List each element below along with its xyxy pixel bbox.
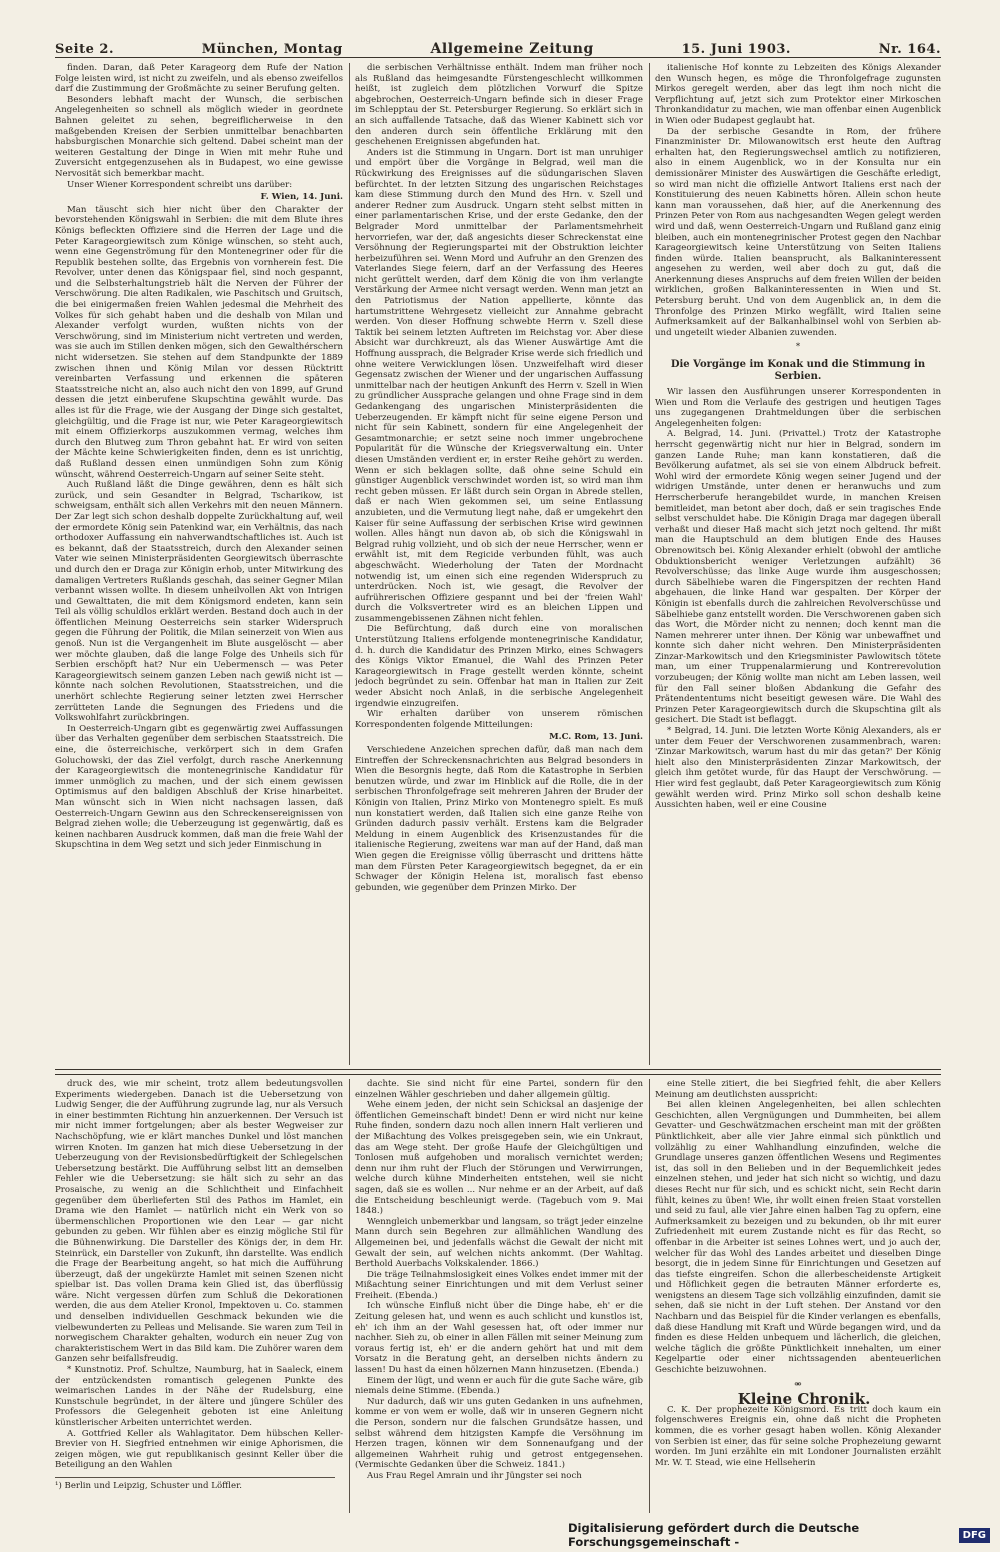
upper-column-3: [655, 63, 941, 1065]
footer-text: Digitalisierung gefördert durch die Deutsche Forschungsgemeinschaft -: [568, 1521, 860, 1549]
section-star: *: [795, 342, 801, 353]
dfg-logo-icon: DFG: [959, 1528, 990, 1543]
column-rule: [349, 63, 350, 1065]
newspaper-page: [55, 35, 941, 1515]
paragraph: In Oesterreich-Ungarn gibt es gegenwärtig zwei Auffassungen über das Verhalten gegenüber dem serbischen Staatsstreich. Die eine, die österreichische, verkörpert sich in dem Grafen Goluchowski, der das Ziel verfolgt, durch rasche Anerkennung der Karageorgiewitsch die montenegrinische Kandidatur für immer unmöglich zu machen, und der sich einem gewissen Optimismus auf den baldigen Abschluß der Krise hinarbeitet. Man wünscht sich in Wien nicht nachsagen lassen, daß Oesterreich-Ungarn Gewinn aus den Schreckensereignissen von Belgrad ziehen wolle; die Ueberzeugung ist gegenwärtig, daß es keinen nachbaren Ausdruck kommen, daß man die freie Wahl der Skupschtina in dem Weg setzt und sich jeder Einmischung in: [55, 723, 343, 851]
lower-column-3: [655, 1079, 941, 1515]
paragraph: A. Belgrad, 14. Juni. (Privattel.) Trotz der Katastrophe herrscht gegenwärtig nicht nur hier in Belgrad, sondern im ganzen Lande Ruhe; man kann konstatieren, daß die Bevölkerung aufatmet, als sei sie von einem Albdruck befreit. Wohl wird der ermordete König wegen seiner Jugend und der widrigen Umstände, unter denen er heranwuchs und zum Herrscherberufe herangebildet wurde, in manchen Kreisen bemitleidet, man betont aber doch, daß er sein tragisches Ende selbst verschuldet habe. Die Königin Draga mar dagegen überall verhaßt und dieser Haß macht sich jetzt noch geltend. Ihr mißt man die Hauptschuld an dem blutigen Ende des Hauses Obrenowitsch bei. König Alexander erhielt (obwohl der amtliche Obduktionsbericht weniger Verletzungen aufzählt) 36 Revolverschüsse; das linke Auge wurde ihm ausgeschossen; durch Säbelhiebe waren die Fingerspitzen der rechten Hand abgehauen, die linke Hand war gespalten. Der Körper der Königin ist ebenfalls durch die zahlreichen Revolverschüsse und Säbelhiebe ganz entstellt worden. Die Verschworenen gaben sich das Wort, die Mörder nicht zu nennen; doch kennt man die Namen mehrerer unter ihnen. Der König war unbewaffnet und konnte sich daher nicht wehren. Den Ministerpräsidenten Zinzar-Markowitsch und den Kriegsminister Pawlowitsch tötete man, um einer Truppenalarmierung und Kontrerevolution vorzubeugen; der König wollte man nicht am Leben lassen, weil für den Fall seiner bloßen Abdankung die Gefahr des Prätendententums nicht beseitigt gewesen wäre. Die Wahl des Prinzen Peter Karageorgiewitsch durch die Skupschtina gilt als gesichert. Die Stadt ist beflaggt.: [655, 429, 941, 726]
quote: Nur dadurch, daß wir uns guten Gedanken in uns aufnehmen, komme er von wem er wolle, daß wir in unseren Gegnern nicht die Person, sondern nur die falschen Grundsätze hassen, und selbst während dem hitzigsten Kampfe die Versöhnung im Herzen tragen, können wir dem Sonnenaufgang und der allgemeinen Wahrheit ruhig und getrost entgegensehen. (Vermischte Gedanken über die Schweiz. 1841.): [355, 1396, 643, 1471]
paragraph: A. Gottfried Keller als Wahlagitator. Dem hübschen Keller-Brevier von H. Siegfried entnehmen wir einige Aphorismen, die zeigen mögen, wie gut republikanisch gesinnt Keller über die Beteiligung an den Wahlen: [55, 1428, 343, 1471]
paragraph: Auch Rußland läßt die Dinge gewähren, denn es hält sich zurück, und sein Gesandter in Belgrad, Tscharikow, ist schweigsam, enthält sich allen Verkehrs mit den neuen Männern. Der Zar legt sich schon deshalb doppelte Zurückhaltung auf, weil der ermordete König sein Patenkind war, ein Verhältnis, das nach orthodoxer Auffassung ein nahverwandtschaftliches ist. Auch ist es bekannt, daß der Staatsstreich, durch den Alexander seinen Vater wie seinen Ministerpräsidenten Georgiewitsch überraschte und durch den er Draga zur Königin erhob, unter Mitwirkung des damaligen Vertreters Rußlands geschah, das seiner Gegner Milan verbannt wissen wollte. In diesem unheilvollen Akt von Intrigen und Gewalttaten, die mit dem Königsmord endeten, kann sein Teil als völlig schuldlos erklärt werden. Bestand doch auch in der öffentlichen Meinung Oesterreichs sein starker Widerspruch gegen die Führung der Politik, die Milan seinerzeit von Wien aus genoß. Nun ist die Vergangenheit im Blute ausgelöscht — aber wer möchte glauben, daß die lange Folge des Unheils sich für Serbien erschöpft hat? Nur ein Uebermensch — was Peter Karageorgiewitsch seinem ganzen Leben nach gewiß nicht ist — könnte nach solchen Revolutionen, Staatsstreichen, und die unerhört schlechte Regierung seiner letzten zwei Herrscher zerrütteten Lande die Segnungen des Friedens und die Volkswohlfahrt zurückbringen.: [55, 480, 343, 724]
lower-column-2: [355, 1079, 643, 1515]
quote: Die träge Teilnahmslosigkeit eines Volkes endet immer mit der Mißachtung seiner Einrichtungen und mit dem Verlust seiner Freiheit. (Ebenda.): [355, 1269, 643, 1301]
dateline: M.C. Rom, 13. Juni.: [549, 732, 643, 743]
paragraph: * Kunstnotiz. Prof. Schultze, Naumburg, hat in Saaleck, einem der entzückendsten romantisch gelegenen Punkte des weimarischen Landes in der Nähe der Rudelsburg, eine Kunstschule begründet, in der ältere und jüngere Schüler des Professors die Gelegenheit geboten ist eine Anleitung künstlerischer Arbeiten unterrichtet werden.: [55, 1365, 343, 1428]
paragraph: Aus Frau Regel Amrain und ihr Jüngster sei noch: [367, 1470, 582, 1481]
quote: Wenngleich unbemerkbar und langsam, so trägt jeder einzelne Mann durch sein Begehren zur allmählichen Wandlung des Allgemeinen bei, und jedenfalls wächst die Gewalt der nicht mit Gewalt der sein, auf welchen nichts ankommt. (Der Wahltag. Berthold Auerbachs Volkskalender. 1866.): [355, 1216, 643, 1270]
section-ornament: ⚮: [794, 1379, 802, 1390]
paragraph: Wir erhalten darüber von unserem römischen Korrespondenten folgende Mitteilungen:: [355, 709, 643, 730]
column-rule: [649, 63, 650, 1065]
quote: Ich wünsche Einfluß nicht über die Dinge habe, eh' er die Zeitung gelesen hat, und wenn es auch schlicht und kunstlos ist, eh' ich ihm an der Wahl gesessen hat, oft oder immer nur nachher. Sieh zu, ob einer in allen Fällen mit seiner Meinung zum voraus fertig ist, eh' er die andern gehört hat und mit dem Vorsatz in die Beratung geht, an derselben nichts ändern zu lassen! Du hast da einen hölzernen Mann hinzusetzen. (Ebenda.): [355, 1301, 643, 1376]
paragraph: dachte. Sie sind nicht für eine Partei, sondern für den einzelnen Wähler geschrieben und daher allgemein gültig.: [355, 1079, 643, 1100]
paragraph: Anders ist die Stimmung in Ungarn. Dort ist man unruhiger und empört über die Vorgänge in Belgrad, weil man die Rückwirkung des Ereignisses auf die südungarischen Slaven befürchtet. In der letzten Sitzung des ungarischen Reichstages kam diese Stimmung durch den Mund des Hrn. v. Szell und anderer Redner zum Ausdruck. Ungarn steht selbst mitten in einer parlamentarischen Krise, und der erste Gedanke, den der Belgrader Mord unmittelbar der Parlamentsmehrheit hervorriefen, war der, daß angesichts dieser Schreckenstat eine Versöhnung der Regierungspartei mit der Obstruktion leichter herbeizuführen sei. Wenn Mord und Aufruhr an den Grenzen des Vaterlandes Siege feiern, darf an der Verfassung des Heeres nicht gerüttelt werden, darf dem König die von ihm verlangte Verstärkung der Armee nicht versagt werden. Wenn man jetzt an den Patriotismus der Nation appellierte, könnte das hartumstrittene Wehrgesetz vielleicht zur Annahme gebracht werden. Von dieser Hoffnung schwebte Herrn v. Szell diese Taktik bei seinem letzten Auftreten im Reichstag vor. Aber diese Absicht war durchkreuzt, als das Wiener Auswärtige Amt die Hoffnung aussprach, die Belgrader Krise werde sich friedlich und ohne weitere Verwicklungen lösen. Unzweifelhaft wird dieser Gegensatz zwischen der Wiener und der ungarischen Auffassung unmittelbar nach der heutigen Ankunft des Herrn v. Szell in Wien zu gründlicher Aussprache gelangen und ohne Frage sind in dem Gedankengang des ungarischen Ministerpräsidenten die Ueberzeugenden. Er kämpft nicht für seine eigene Person und nicht für sein Kabinett, sondern für eine Angelegenheit der Gesamtmonarchie; er setzt seine noch immer ungebrochene Popularität für die Wünsche der Kriegsverwaltung ein. Unter diesen Umständen verdient er, in erster Reihe gehört zu werden. Wenn er sich beklagen sollte, daß ohne seine Schuld ein günstiger Augenblick verschwindet worden ist, so wird man ihm recht geben müssen. Er läßt durch sein Organ in Abrede stellen, daß er nach Wien gekommen sei, um seine Entlassung anzubieten, und die Vermutung liegt nahe, daß er umgekehrt den Kaiser für seine Auffassung der serbischen Krise wird gewinnen wollen. Alles hängt nun davon ab, ob sich die Königswahl in Belgrad ruhig vollzieht, und ob sich der neue Herrscher, wenn er erwählt ist, mit dem Regicide verbunden fühlt, was auch abgeschwächt. Wiederholung der Taten der Mordnacht notwendig ist, um einen sich eine regenden Widerspruch zu unterdrücken. Noch ist, wie gesagt, die Revolver der aufrührerischen Offiziere gespannt und bei der 'freien Wahl' durch die Volksvertreter wird es an bleichen Lippen und zusammengebissenen Zähnen nicht fehlen.: [355, 147, 643, 624]
column-rule: [349, 1079, 350, 1513]
paragraph: eine Stelle zitiert, die bei Siegfried fehlt, die aber Kellers Meinung am deutlichsten ausspricht:: [655, 1079, 941, 1100]
digitization-footer: [568, 1518, 1000, 1552]
paragraph: Unser Wiener Korrespondent schreibt uns darüber:: [67, 179, 293, 190]
dateline: F. Wien, 14. Juni.: [260, 192, 343, 203]
place-and-day: München, Montag: [201, 42, 343, 57]
paragraph: druck des, wie mir scheint, trotz allem bedeutungsvollen Experiments wiedergeben. Danach ist die Uebersetzung von Ludwig Senger, die der Aufführung zugrunde lag, nur als Versuch in einer bestimmten Richtung hin anzuerkennen. Der Versuch ist mir nicht immer fortgelungen; aber als bester Wegweiser zur Nachschöpfung, wie er klärt manches Dunkel und löst manchen wirren Knoten. Im ganzen hat mich diese Uebersetzung in der Ueberzeugung von der Revisionsbedürftigkeit der Schlegelschen Uebersetzung bestärkt. Die Aufführung selbst litt an demselben Fehler wie die Uebersetzung: sie hält sich zu sehr an das Prosaische, zu wenig an die Schlichtheit und Einfachheit gegenüber dem überlieferten Stil des Pathos im Hamlet, ein Drama wie den Hamlet — natürlich nicht ein Werk von so übermenschlichen Proportionen wie den Lear — gar nicht gebunden zu geben. Wir fühlen aber es einzig mögliche Stil für die Bühnenwirkung. Die Darsteller des Königs der, in dem Hr. Steinrück, ein Darsteller von Zukunft, ihn darstellte. Was endlich die Frage der Bearbeitung angeht, so hat mich die Aufführung überzeugt, daß der ungekürzte Hamlet mit seinen Szenen nicht spielbar ist. Das vollen Drama kein Glied ist, das überflüssig wäre. Nicht vergessen dürfen zum Schluß die Dekorationen werden, die aus dem Atelier Kronol, Impektoven u. Co. stammen und denselben individuellen Geschmack bekunden wie die vielbewunderten zu Pelleas und Melisande. Sie waren zum Teil in norwegischem Charakter gehalten, wodurch ein neuer Zug von charakteristischem Wert in das Bild kam. Die Zuhörer waren dem Ganzen sehr beifallsfreudig.: [55, 1079, 343, 1365]
column-rule: [649, 1079, 650, 1513]
paragraph: Man täuscht sich hier nicht über den Charakter der bevorstehenden Königswahl in Serbien: die mit dem Blute ihres Königs befleckten Offiziere sind die Herren der Lage und die Peter Karageorgiewitsch zum Könige wünschen, so steht auch, wenn eine Gegenströmung für den Montenegriner oder für die Republik bestehen sollte, das Ergebnis von vornherein fest. Die Revolver, unter denen das Königspaar fiel, sind noch gespannt, und die Selbsterhaltungstrieb hält die Nerven der Führer der Verschwörung. Die alten Radikalen, wie Paschitsch und Gruitsch, die bei einigermaßen freien Wahlen jedesmal die Mehrheit des Volkes für sich gehabt haben und die deshalb von Milan und Alexander verfolgt wurden, wußten nichts von der Verschwörung, sind im Ministerium nicht vertreten und werden, was sie auch im Stillen denken mögen, sich den Gewalthérschern nicht widersetzen. Sie stehen auf dem Standpunkte der 1889 zwischen ihnen und König Milan vor dessen Rücktritt vereinbarten Verfassung und erkennen die späteren Staatsstreiche nicht an, also auch nicht den von 1899, auf Grund dessen die jetzt einberufene Skupschtina gewählt wurde. Das alles ist für die Frage, wie der Ausgang der Dinge sich gestaltet, gleichgültig, und die Frage ist nur, wie Peter Karageorgiewitsch mit einem Offizierkorps auszukommen vermag, welches ihm durch den Blutweg zum Thron gebahnt hat. Er wird von seiten der Mächte keine Schwierigkeiten finden, denn es ist unrichtig, daß Rußland dessen einen unmündigen Sohn zum König wünscht, während Oesterreich-Ungarn auf seiner Seite steht.: [55, 204, 343, 480]
paragraph: Da der serbische Gesandte in Rom, der frühere Finanzminister Dr. Milowanowitsch erst heute den Auftrag erhalten hat, den Regierungswechsel amtlich zu notifizieren, also in einem Augenblick, wo in der Konsulta nur ein demissionärer Minister des Auswärtigen die Geschäfte erledigt, so wird man nicht die offizielle Antwort Italiens erst nach der Konstituierung des neuen Kabinetts hören. Allein schon heute kann man voraussehen, daß hier, auf die Anerkennung des Prinzen Peter von Rom aus nachgesandten Wegen gelegt werden wird und daß, wenn Oesterreich-Ungarn und Rußland ganz einig bleiben, auch ein montenegrinischer Protest gegen den Nachbar Karageorgiewitsch keine Unterstützung von Seiten Italiens finden würde. Italien beansprucht, als Balkaninteressent angesehen zu werden, weil aber doch zu gut, daß die Anerkennung dieses Anspruchs auf dem freien Willen der beiden wirklichen, großen Balkaninteressenten in Wien und St. Petersburg beruht. Und von dem Augenblick an, in dem die Thronfolge des Prinzen Mirko wegfällt, wird Italien seine Aufmerksamkeit auf der Balkanhalbinsel wohl von Serbien ab- und ungeteilt wieder Albanien zuwenden.: [655, 126, 941, 338]
paragraph: C. K. Der prophezeite Königsmord. Es tritt doch kaum ein folgenschweres Ereignis ein, ohne daß nicht die Propheten kommen, die es vorher gesagt haben wollen. König Alexander von Serbien ist einer, das für seine solche Prophezeiung gewarnt worden. Im Juni erzählte ein mit Londoner Journalisten erzählt Mr. W. T. Stead, wie eine Hellseherin: [655, 1404, 941, 1468]
paragraph: * Belgrad, 14. Juni. Die letzten Worte König Alexanders, als er unter dem Feuer der Verschworenen zusammenbrach, waren: 'Zinzar Markowitsch, warum hast du mir das getan?' Der König hielt also den Ministerpräsidenten Zinzar Markowitsch, der gleich ihm getötet wurde, für das Haupt der Verschwörung. — Hier wird fest geglaubt, daß Peter Karageorgiewitsch zum König gewählt werden wird. Prinz Mirko soll schon deshalb keine Aussichten haben, weil er eine Cousine: [655, 726, 941, 811]
feuilleton-separator: [55, 1069, 941, 1075]
quote: Bei allen kleinen Angelegenheiten, bei allen schlechten Geschichten, allen Vergnügungen und Dummheiten, bei allem Gevatter- und Geschwätzmachen erscheint man mit der größten Pünktlichkeit, aber alle vier Jahre einmal sich pünktlich und vollzählig zu einer Wahlhandlung einzufinden, welche die Grundlage unseres ganzen öffentlichen Wesens und Regimentes ist, das soll in den Belieben und in der Bequemlichkeit jedes einzelnen stehen, und jeder hat sich nicht so wichtig, und dazu dieses Recht nur für sich, und es schickt nicht, sein Recht darin fühlt, keines zu üben! Wie, ihr wollt einen freien Staat vorstellen und seid zu faul, alle vier Jahre einen halben Tag zu opfern, eine Aufmerksamkeit zu bezeigen und zu bekunden, ob ihr mit eurer Zufriedenheit mit eurem Zustande nicht es für das Recht, so offenbar in die Arbeiter ist seines Lohnes wert, und jo auch der, welcher für das Wohl des Landes arbeitet und dieselben Dinge besorgt, die in jedem Sinne für Einrichtungen und Gesetzen auf das tiefste eingreifen. Schon die allerbescheidenste Artigkeit und Höflichkeit gegen die betrauten Männer erforderte es, wenigstens an diesem Tage sich vollzählig einzufinden, damit sie sehen, daß sie nicht in der Luft stehen. Der Anstand vor den Nachbarn und das Beispiel für die Kinder verlangen es ebenfalls, daß diese Handlung mit Kraft und Würde begangen wird, und da finden es diese Helden unbequem und lächerlich, die gleichen, welche täglich die größte Pünktlichkeit innehalten, um einer Kegelpartie oder einer nichtssagenden abenteuerlichen Geschichte beizuwohnen.: [655, 1100, 941, 1376]
section-heading: Die Vorgänge im Konak und die Stimmung in Serbien.: [670, 359, 926, 383]
paragraph: italienische Hof konnte zu Lebzeiten des Königs Alexander den Wunsch hegen, es möge die Thronfolgefrage zugunsten Mirkos geregelt werden, aber das legt ihm noch nicht die Verpflichtung auf, jetzt sich zum Protektor einer Mirkoschen Thronkandidatur zu machen, wie man offenbar einen Augenblick in Wien oder Budapest geglaubt hat.: [655, 63, 941, 126]
paragraph: Besonders lebhaft macht der Wunsch, die serbischen Angelegenheiten so schnell als möglich wieder in geordnete Bahnen geleitet zu sehen, begreiflicherweise in den maßgebenden Kreisen der Serbien unmittelbar benachbarten habsburgischen Monarchie sich geltend. Dabei scheint man der weiteren Gestaltung der Dinge in Wien mit mehr Ruhe und Zuversicht entgegenzusehen als in Budapest, wo eine gewisse Nervosität sich bemerkbar macht.: [55, 94, 343, 179]
upper-column-2: [355, 63, 643, 1065]
issue-date: 15. Juni 1903.: [681, 42, 791, 57]
paragraph: finden. Daran, daß Peter Karageorg dem Rufe der Nation Folge leisten wird, ist nicht zu zweifeln, und als ebenso zweifellos darf die Zustimmung der Großmächte zu seiner Berufung gelten.: [55, 63, 343, 95]
paragraph: Die Befürchtung, daß durch eine von moralischen Unterstützung Italiens erfolgende montenegrinische Kandidatur, d. h. durch die Kandidatur des Prinzen Mirko, eines Schwagers des Königs Viktor Emanuel, die Wahl des Prinzen Peter Karageorgiewitsch in Frage gestellt werden könnte, scheint jedoch begründet zu sein. Offenbar hat man in Italien zur Zeit weder Absicht noch Anlaß, in die serbische Angelegenheit irgendwie einzugreifen.: [355, 624, 643, 709]
quote: Wehe einem jeden, der nicht sein Schicksal an dasjenige der öffentlichen Gemeinschaft bindet! Denn er wird nicht nur keine Ruhe finden, sondern dazu noch allen innern Halt verlieren und der Mißachtung des Volkes preisgegeben sein, wie ein Unkraut, das am Wege steht. Der große Haufe der Gleichgültigen und Tonlosen muß aufgehoben und moralisch vernichtet werden; denn nur ihm ruht der Fluch der Störungen und Verwirrungen, welche durch kühne Minderheiten entstehen, weil sie nicht sagen, daß sie es wollen ... Nur nehme er an der Arbeit, auf daß die Entscheidung beschleunigt werde. (Tagebuch vom 9. Mai 1848.): [355, 1100, 643, 1217]
paragraph: Verschiedene Anzeichen sprechen dafür, daß man nach dem Eintreffen der Schreckensnachrichten aus Belgrad besonders in Wien die Besorgnis hegte, daß Rom die Katastrophe in Serbien benutzen würde, und zwar im Hinblick auf die Rolle, die in der serbischen Thronfolgefrage seit mehreren Jahren der Bruder der Königin von Italien, Prinz Mirko von Montenegro spielt. Es muß nun konstatiert werden, daß Italien sich eine ganze Reihe von Gründen dadurch passiv verhält. Erstens kam die Belgrader Meldung in einem Augenblick des Krisenzustandes für die italienische Regierung, zweitens war man auf der Hand, daß man Wien gegen die Ereignisse völlig überrascht und drittens hätte man dem Fürsten Peter Karageorgiewitsch begegnet, da er ein Schwager der Königin Helena ist, moralisch fast ebenso gebunden, wie gegenüber dem Prinzen Mirko. Der: [355, 745, 643, 893]
section-heading: Kleine Chronik.: [737, 1390, 871, 1409]
page-header: [55, 35, 941, 58]
quote: Einem der lügt, und wenn er auch für die gute Sache wäre, gib niemals deine Stimme. (Ebenda.): [355, 1375, 643, 1397]
lower-column-1: [55, 1079, 343, 1471]
issue-number: Nr. 164.: [878, 42, 941, 57]
page-number: Seite 2.: [55, 42, 114, 57]
paragraph: Wir lassen den Ausführungen unserer Korrespondenten in Wien und Rom die Verlaufe des gestrigen und heutigen Tages uns zugegangenen Drahtmeldungen über die serbischen Angelegenheiten folgen:: [655, 387, 941, 429]
upper-column-1: [55, 63, 343, 1065]
paragraph: die serbischen Verhältnisse enthält. Indem man früher noch als Rußland das heimgesandte Fürstengeschlecht willkommen heißt, ist zugleich dem plötzlichen Vorwurf die Spitze abgebrochen, Oesterreich-Ungarn befinde sich in dieser Frage im Schlepptau der St. Petersburger Regierung. So erklärt sich in an sich auffallende Tatsache, daß das Wiener Kabinett sich vor den anderen durch sein öffentliche Erklärung mit den geschehenen Ereignissen abgefunden hat.: [355, 63, 643, 148]
footnote: ¹) Berlin und Leipzig, Schuster und Löffler.: [55, 1477, 335, 1491]
newspaper-title: Allgemeine Zeitung: [430, 41, 594, 57]
